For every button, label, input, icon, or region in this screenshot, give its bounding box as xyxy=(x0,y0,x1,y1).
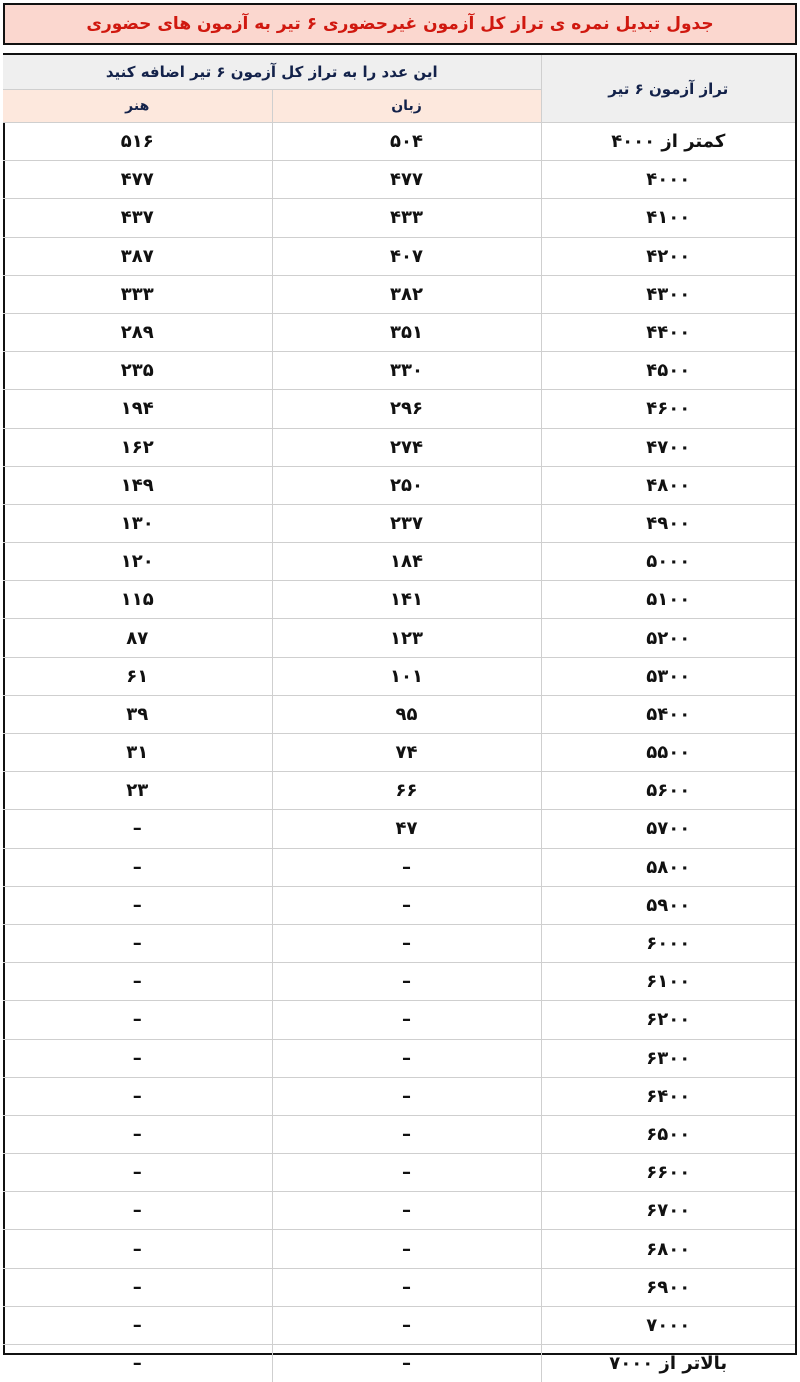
cell-art: ۱۳۰ xyxy=(3,504,272,542)
cell-art: – xyxy=(3,1039,272,1077)
cell-score: ۶۸۰۰ xyxy=(541,1230,795,1268)
cell-art: ۲۳ xyxy=(3,772,272,810)
cell-language: – xyxy=(272,963,541,1001)
cell-language: ۹۵ xyxy=(272,695,541,733)
cell-language: ۶۶ xyxy=(272,772,541,810)
cell-art: – xyxy=(3,1154,272,1192)
cell-language: – xyxy=(272,1345,541,1382)
cell-score: کمتر از ۴۰۰۰ xyxy=(541,123,795,161)
table-row xyxy=(3,466,795,504)
cell-language: – xyxy=(272,1268,541,1306)
table-row xyxy=(3,1077,795,1115)
cell-art: ۱۲۰ xyxy=(3,543,272,581)
cell-art: – xyxy=(3,924,272,962)
table-row xyxy=(3,886,795,924)
cell-score: ۴۶۰۰ xyxy=(541,390,795,428)
cell-art: ۳۳۳ xyxy=(3,275,272,313)
cell-language: – xyxy=(272,1077,541,1115)
cell-score: ۵۱۰۰ xyxy=(541,581,795,619)
header-add-value-group: این عدد را به تراز کل آزمون ۶ تیر اضافه کنید xyxy=(3,55,541,90)
cell-art: ۳۱ xyxy=(3,734,272,772)
cell-art: ۵۱۶ xyxy=(3,123,272,161)
cell-score: ۵۶۰۰ xyxy=(541,772,795,810)
cell-language: ۷۴ xyxy=(272,734,541,772)
cell-art: – xyxy=(3,1001,272,1039)
cell-score: ۴۰۰۰ xyxy=(541,161,795,199)
cell-art: – xyxy=(3,810,272,848)
table-row xyxy=(3,848,795,886)
table-row xyxy=(3,1154,795,1192)
cell-language: ۱۸۴ xyxy=(272,543,541,581)
cell-language: – xyxy=(272,1154,541,1192)
cell-art: ۱۶۲ xyxy=(3,428,272,466)
table-row xyxy=(3,1115,795,1153)
table-row xyxy=(3,657,795,695)
cell-score: ۶۷۰۰ xyxy=(541,1192,795,1230)
table-row xyxy=(3,504,795,542)
cell-art: ۴۷۷ xyxy=(3,161,272,199)
cell-art: ۴۳۷ xyxy=(3,199,272,237)
cell-score: ۴۴۰۰ xyxy=(541,313,795,351)
table-row xyxy=(3,428,795,466)
cell-art: – xyxy=(3,848,272,886)
cell-score: ۴۲۰۰ xyxy=(541,237,795,275)
table-row xyxy=(3,924,795,962)
cell-language: ۱۴۱ xyxy=(272,581,541,619)
cell-score: بالاتر از ۷۰۰۰ xyxy=(541,1345,795,1382)
cell-score: ۴۸۰۰ xyxy=(541,466,795,504)
cell-score: ۵۲۰۰ xyxy=(541,619,795,657)
cell-art: – xyxy=(3,1115,272,1153)
cell-art: ۳۸۷ xyxy=(3,237,272,275)
cell-language: – xyxy=(272,924,541,962)
cell-art: ۳۹ xyxy=(3,695,272,733)
table-row xyxy=(3,161,795,199)
conversion-table xyxy=(3,55,795,1382)
cell-language: ۴۳۳ xyxy=(272,199,541,237)
cell-art: ۱۴۹ xyxy=(3,466,272,504)
table-row xyxy=(3,123,795,161)
cell-score: ۴۳۰۰ xyxy=(541,275,795,313)
cell-score: ۴۹۰۰ xyxy=(541,504,795,542)
cell-score: ۵۸۰۰ xyxy=(541,848,795,886)
cell-art: – xyxy=(3,1268,272,1306)
cell-art: – xyxy=(3,1230,272,1268)
cell-art: ۱۱۵ xyxy=(3,581,272,619)
table-row xyxy=(3,1039,795,1077)
cell-art: – xyxy=(3,1077,272,1115)
header-art: هنر xyxy=(3,90,272,123)
cell-language: ۴۷ xyxy=(272,810,541,848)
table-row xyxy=(3,1306,795,1344)
cell-art: ۱۹۴ xyxy=(3,390,272,428)
header-row-1 xyxy=(3,55,795,90)
cell-language: ۲۳۷ xyxy=(272,504,541,542)
cell-language: ۴۷۷ xyxy=(272,161,541,199)
cell-art: ۲۸۹ xyxy=(3,313,272,351)
cell-art: – xyxy=(3,1192,272,1230)
cell-language: – xyxy=(272,1039,541,1077)
cell-language: ۲۹۶ xyxy=(272,390,541,428)
cell-score: ۴۱۰۰ xyxy=(541,199,795,237)
table-body xyxy=(3,123,795,1382)
table-row xyxy=(3,1230,795,1268)
cell-score: ۶۵۰۰ xyxy=(541,1115,795,1153)
cell-score: ۵۰۰۰ xyxy=(541,543,795,581)
cell-language: ۲۷۴ xyxy=(272,428,541,466)
cell-language: ۳۳۰ xyxy=(272,352,541,390)
table-row xyxy=(3,810,795,848)
table-row xyxy=(3,734,795,772)
cell-language: ۲۵۰ xyxy=(272,466,541,504)
table-row xyxy=(3,581,795,619)
table-row xyxy=(3,963,795,1001)
cell-art: ۶۱ xyxy=(3,657,272,695)
cell-art: – xyxy=(3,1345,272,1382)
table-title-bar xyxy=(3,3,797,45)
table-row xyxy=(3,352,795,390)
cell-score: ۵۷۰۰ xyxy=(541,810,795,848)
table-row xyxy=(3,1345,795,1382)
cell-score: ۶۱۰۰ xyxy=(541,963,795,1001)
cell-art: – xyxy=(3,963,272,1001)
cell-language: – xyxy=(272,1001,541,1039)
cell-language: ۴۰۷ xyxy=(272,237,541,275)
table-row xyxy=(3,619,795,657)
cell-score: ۶۲۰۰ xyxy=(541,1001,795,1039)
cell-score: ۷۰۰۰ xyxy=(541,1306,795,1344)
cell-language: – xyxy=(272,1306,541,1344)
cell-language: – xyxy=(272,1115,541,1153)
cell-art: ۸۷ xyxy=(3,619,272,657)
cell-language: ۳۸۲ xyxy=(272,275,541,313)
cell-language: – xyxy=(272,886,541,924)
cell-score: ۵۹۰۰ xyxy=(541,886,795,924)
table-row xyxy=(3,313,795,351)
cell-score: ۴۵۰۰ xyxy=(541,352,795,390)
cell-score: ۵۵۰۰ xyxy=(541,734,795,772)
cell-language: – xyxy=(272,1230,541,1268)
cell-language: – xyxy=(272,1192,541,1230)
cell-score: ۶۰۰۰ xyxy=(541,924,795,962)
cell-art: – xyxy=(3,886,272,924)
cell-language: ۱۲۳ xyxy=(272,619,541,657)
cell-score: ۶۴۰۰ xyxy=(541,1077,795,1115)
cell-score: ۵۴۰۰ xyxy=(541,695,795,733)
cell-score: ۶۶۰۰ xyxy=(541,1154,795,1192)
table-row xyxy=(3,1192,795,1230)
cell-language: ۱۰۱ xyxy=(272,657,541,695)
header-score-column: تراز آزمون ۶ تیر xyxy=(541,55,795,123)
table-row xyxy=(3,1001,795,1039)
table-row xyxy=(3,237,795,275)
table-title: جدول تبدیل نمره ی تراز کل آزمون غیرحضوری ۶ تیر به آزمون های حضوری xyxy=(86,14,713,34)
cell-score: ۴۷۰۰ xyxy=(541,428,795,466)
cell-score: ۶۹۰۰ xyxy=(541,1268,795,1306)
conversion-table-wrapper xyxy=(3,53,797,1355)
cell-language: ۵۰۴ xyxy=(272,123,541,161)
table-row xyxy=(3,695,795,733)
table-row xyxy=(3,199,795,237)
cell-art: – xyxy=(3,1306,272,1344)
table-row xyxy=(3,772,795,810)
table-row xyxy=(3,543,795,581)
table-row xyxy=(3,1268,795,1306)
header-language: زبان xyxy=(272,90,541,123)
cell-score: ۶۳۰۰ xyxy=(541,1039,795,1077)
table-row xyxy=(3,390,795,428)
cell-language: ۳۵۱ xyxy=(272,313,541,351)
table-row xyxy=(3,275,795,313)
cell-language: – xyxy=(272,848,541,886)
cell-score: ۵۳۰۰ xyxy=(541,657,795,695)
cell-art: ۲۳۵ xyxy=(3,352,272,390)
